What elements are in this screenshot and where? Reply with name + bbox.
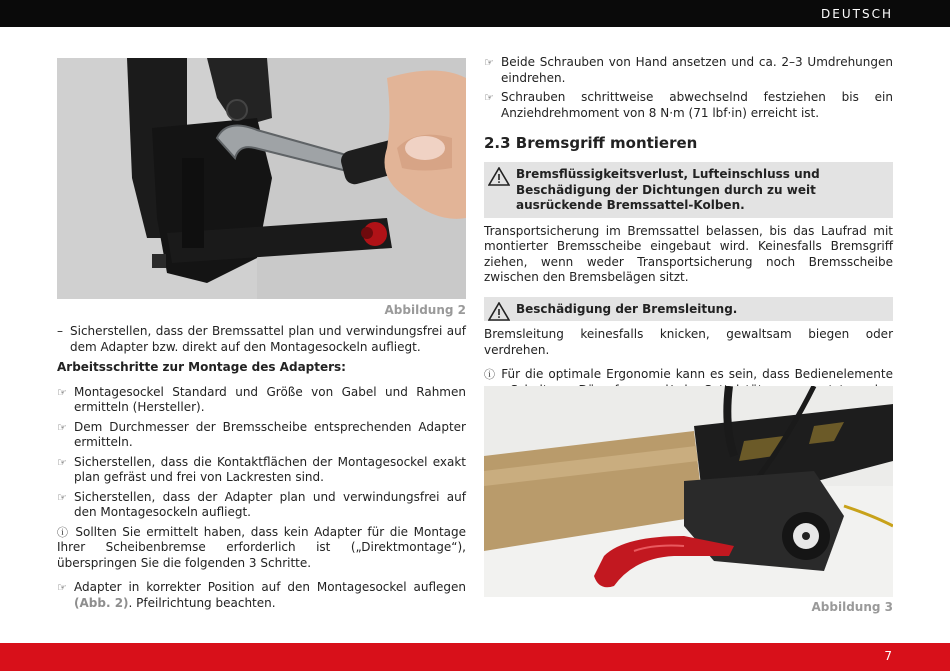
warning-triangle-icon [488, 167, 510, 191]
pointing-hand-icon: ☞ [57, 581, 67, 594]
page-number: 7 [884, 649, 892, 663]
warning-text: Bremsleitung keinesfalls knicken, gewaltsam biegen oder verdrehen. [484, 327, 893, 357]
check-item [57, 324, 466, 355]
section-title: 2.3 Bremsgriff montieren [484, 134, 698, 152]
steps-heading: Arbeitsschritte zur Montage des Adapters: [57, 360, 346, 374]
step-item [57, 420, 466, 451]
figure-3-caption: Abbildung 3 [811, 600, 893, 614]
pointing-hand-icon: ☞ [57, 420, 67, 434]
pointing-hand-icon: ☞ [57, 455, 67, 469]
step-text: Adapter in korrekter Position auf den Montagesockel auflegen [74, 580, 466, 594]
step-text: Schrauben schrittweise abwechselnd festziehen bis ein Anziehdrehmoment von 8 N·m (71 lbf·in) erreicht ist. [501, 90, 893, 120]
step-text: Dem Durchmesser der Bremsscheibe entsprechenden Adapter ermitteln. [74, 419, 466, 449]
brake-caliper-image [57, 58, 466, 299]
info-note-text: Für die optimale Ergonomie kann es sein, dass Bedienelemente [501, 367, 893, 381]
pointing-hand-icon: ☞ [484, 56, 494, 69]
step-text: Sicherstellen, dass der Adapter plan und verwindungsfrei auf den Montagesockeln aufliegt. [74, 489, 466, 519]
step-item [484, 55, 893, 86]
info-note [57, 525, 466, 572]
figure-3-photo [484, 386, 893, 597]
footer-bar [0, 643, 950, 671]
step-text: Sicherstellen, dass die Kontaktflächen der Montagesockel exakt plan gefräst und frei von Lackresten sind. [74, 454, 466, 484]
header-bar [0, 0, 950, 27]
info-icon: ⓘ [484, 368, 497, 381]
warning-box [484, 162, 893, 218]
step-text: Beide Schrauben von Hand ansetzen und ca. 2–3 Umdrehungen eindrehen. [501, 55, 893, 85]
dash-bullet: – [57, 324, 63, 338]
step-item [57, 455, 466, 486]
pointing-hand-icon: ☞ [484, 91, 494, 104]
figure-2-photo [57, 58, 466, 299]
warning-box [484, 297, 893, 322]
brake-lever-image [484, 386, 893, 597]
step-item [57, 580, 466, 611]
check-text: Sicherstellen, dass der Bremssattel plan und verwindungsfrei auf dem Adapter bzw. direkt auf den Montagesockeln aufliegt. [70, 324, 466, 354]
warning-title: Bremsflüssigkeitsverlust, Lufteinschluss und Beschädigung der Dichtungen durch zu weit ausrückende Bremssattel-Kolben. [516, 167, 820, 212]
step-text: Montagesockel Standard und Größe von Gabel und Rahmen ermitteln (Hersteller). [74, 384, 466, 414]
step-item [57, 490, 466, 521]
figure-reference-link[interactable]: (Abb. 2) [74, 595, 129, 610]
language-label: DEUTSCH [821, 7, 893, 21]
pointing-hand-icon: ☞ [57, 490, 67, 504]
figure-2-caption: Abbildung 2 [384, 303, 466, 317]
info-icon: ⓘ [57, 525, 70, 539]
step-text-end: . Pfeilrichtung beachten. [128, 595, 276, 610]
left-column-text [57, 324, 466, 611]
pointing-hand-icon: ☞ [57, 385, 67, 399]
step-item [57, 385, 466, 416]
right-column-text [484, 55, 893, 429]
warning-text: Transportsicherung im Bremssattel belassen, bis das Laufrad mit montierter Bremsscheibe eingebaut wird. Keinesfalls Bremsgriff ziehen, wenn weder Transportsicherung noch Bremsscheibe zwischen den Bremsbelägen sitzt. [484, 223, 893, 284]
warning-title: Beschädigung der Bremsleitung. [516, 301, 738, 316]
step-item [484, 90, 893, 121]
warning-triangle-icon [488, 302, 510, 326]
info-note-text: Sollten Sie ermittelt haben, dass kein Adapter für die Montage Ihrer Scheibenbremse erforderlich ist („Direktmontage“), überspringen Sie die folgenden 3 Schritte. [57, 524, 466, 570]
